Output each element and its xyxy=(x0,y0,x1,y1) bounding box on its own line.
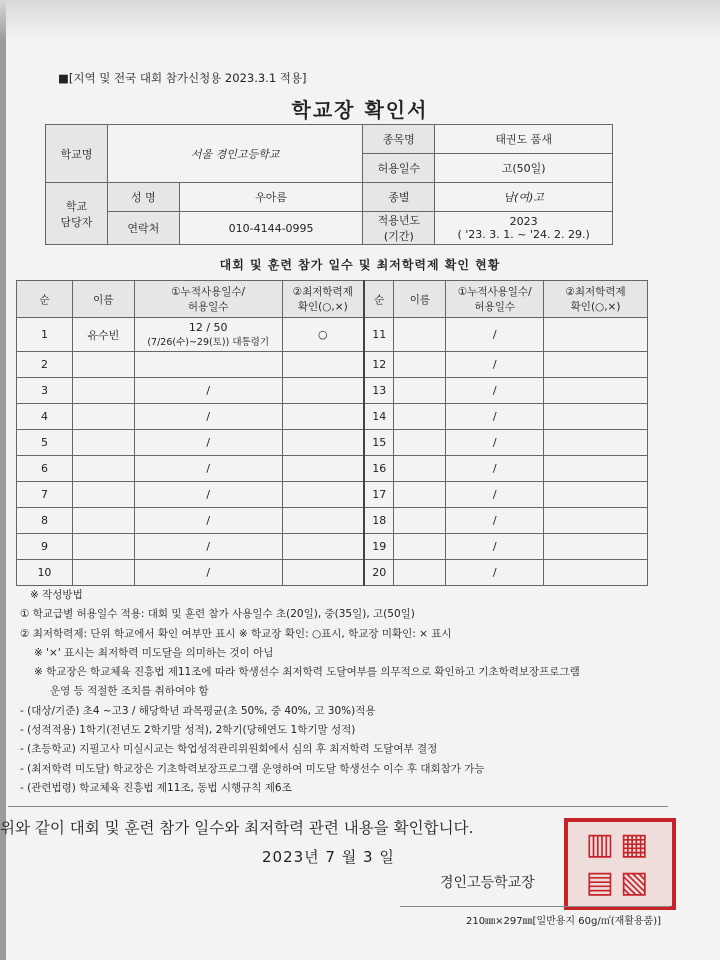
col-days-right-l2: 허용일수 xyxy=(474,301,515,313)
row-days: / xyxy=(134,534,282,560)
school-name: 서울 경인고등학교 xyxy=(107,125,363,183)
row-num-right: 18 xyxy=(364,508,394,534)
row-check-right xyxy=(544,430,648,456)
row-check xyxy=(282,560,364,586)
event-label: 종목명 xyxy=(363,125,435,154)
staff-label xyxy=(46,183,108,245)
col-days-right-l1: ①누적사용일수/ xyxy=(457,286,532,298)
row-check xyxy=(282,430,364,456)
row-num: 9 xyxy=(17,534,73,560)
row-name xyxy=(72,456,134,482)
row-days-right: / xyxy=(446,318,544,352)
table-row xyxy=(17,534,648,560)
divider-footer xyxy=(400,906,670,907)
confirm-date: 2023년 7 월 3 일 xyxy=(262,848,395,866)
row-name xyxy=(72,508,134,534)
note-line: - (대상/기준) 초4 ~고3 / 해당학년 과목평균(초 50%, 중 40%, 고 30%)적용 xyxy=(20,704,376,717)
note-heading: ※ 작성방법 xyxy=(30,589,83,601)
row-days-right: / xyxy=(446,404,544,430)
row-name-right xyxy=(394,318,446,352)
row-check-right xyxy=(544,456,648,482)
row-name-right xyxy=(394,508,446,534)
row-name: 유수빈 xyxy=(72,318,134,352)
table-row xyxy=(17,404,648,430)
table-row xyxy=(17,560,648,586)
row-name xyxy=(72,352,134,378)
section-title: 대회 및 훈련 참가 일수 및 최저학력제 확인 현황 xyxy=(219,258,501,272)
row-name-right xyxy=(394,352,446,378)
table-row xyxy=(17,378,648,404)
row-num-right: 16 xyxy=(364,456,394,482)
gender-label: 종별 xyxy=(363,183,435,212)
row-name xyxy=(72,430,134,456)
row-days xyxy=(134,352,282,378)
row-check xyxy=(282,352,364,378)
note-line: - (최저학력 미도달) 학교장은 기초학력보장프로그램 운영하여 미도달 학생선수 이수 후 대회참가 가능 xyxy=(20,762,485,775)
col-min-left-l1: ②최저학력제 xyxy=(292,286,353,298)
year-value: 2023 xyxy=(509,215,538,228)
staff-label-line2: 담당자 xyxy=(60,215,93,229)
name-value: 우아름 xyxy=(179,183,363,212)
row-num-right: 15 xyxy=(364,430,394,456)
days-value: 고(50일) xyxy=(435,154,613,183)
row-name xyxy=(72,560,134,586)
note-line: ② 최저학력제: 단위 학교에서 확인 여부만 표시 ※ 학교장 확인: ○표시, 학교장 미확인: × 표시 xyxy=(20,627,452,640)
col-num-right: 순 xyxy=(364,281,394,318)
row-days: / xyxy=(134,378,282,404)
contact-value: 010-4144-0995 xyxy=(179,212,363,245)
row-check-right xyxy=(544,482,648,508)
paper-spec: 210㎜×297㎜[일반용지 60g/㎡(재활용품)] xyxy=(466,916,662,927)
row-days-right: / xyxy=(446,508,544,534)
note-line: ① 학교급별 허용일수 적용: 대회 및 훈련 참가 사용일수 초(20일), 중(35일), 고(50일) xyxy=(20,608,415,621)
participation-table xyxy=(16,280,648,586)
row-name-right xyxy=(394,430,446,456)
row-days-note: (7/26(수)~29(토)) 대통령기 xyxy=(147,337,270,348)
row-days: / xyxy=(134,482,282,508)
row-check-right xyxy=(544,352,648,378)
seal-row-1: ▥▦ xyxy=(585,827,655,862)
row-days-value: 12 / 50 xyxy=(188,321,228,334)
row-days-right: / xyxy=(446,482,544,508)
row-check-right xyxy=(544,404,648,430)
col-name-right: 이름 xyxy=(394,281,446,318)
note-line: ※ '×' 표시는 최저학력 미도달을 의미하는 것이 아님 xyxy=(34,646,274,659)
row-name xyxy=(72,404,134,430)
col-days-left xyxy=(134,281,282,318)
row-num: 7 xyxy=(17,482,73,508)
row-name xyxy=(72,482,134,508)
row-num: 5 xyxy=(17,430,73,456)
row-num-right: 13 xyxy=(364,378,394,404)
confirm-statement: 위와 같이 대회 및 훈련 참가 일수와 최저학력 관련 내용을 확인합니다. xyxy=(0,819,474,837)
row-num-right: 19 xyxy=(364,534,394,560)
gender-value: 남(여)고 xyxy=(435,183,613,212)
event-value: 태권도 품새 xyxy=(435,125,613,154)
row-num: 8 xyxy=(17,508,73,534)
note-line: - (초등학교) 지필고사 미실시교는 학업성적관리위원회에서 심의 후 최저학력 도달여부 결정 xyxy=(20,743,438,756)
row-days-right: / xyxy=(446,352,544,378)
row-check xyxy=(282,456,364,482)
row-check xyxy=(282,534,364,560)
row-days xyxy=(134,318,282,352)
row-days: / xyxy=(134,560,282,586)
row-name xyxy=(72,378,134,404)
row-name-right xyxy=(394,560,446,586)
row-num: 3 xyxy=(17,378,73,404)
col-num-left: 순 xyxy=(17,281,73,318)
row-num: 10 xyxy=(17,560,73,586)
divider xyxy=(8,806,668,807)
row-days-right: / xyxy=(446,560,544,586)
col-min-right xyxy=(544,281,648,318)
school-seal xyxy=(564,818,676,910)
note-line: 운영 등 적절한 조치를 취하여야 함 xyxy=(50,685,209,698)
row-days: / xyxy=(134,508,282,534)
page-shadow xyxy=(0,0,720,40)
note-line: - (성적적용) 1학기(전년도 2학기말 성적), 2학기(당해연도 1학기말 성적) xyxy=(20,724,356,737)
year-cell xyxy=(435,212,613,245)
row-check xyxy=(282,378,364,404)
staff-label-line1: 학교 xyxy=(65,199,88,213)
instructions xyxy=(20,586,700,798)
row-num-right: 14 xyxy=(364,404,394,430)
days-label: 허용일수 xyxy=(363,154,435,183)
name-label: 성 명 xyxy=(107,183,179,212)
table-row xyxy=(17,352,648,378)
table-row xyxy=(17,482,648,508)
row-check-right xyxy=(544,534,648,560)
row-num: 4 xyxy=(17,404,73,430)
contact-label: 연락처 xyxy=(107,212,179,245)
row-num: 1 xyxy=(17,318,73,352)
table-row xyxy=(17,508,648,534)
row-num: 2 xyxy=(17,352,73,378)
col-days-right xyxy=(446,281,544,318)
year-label xyxy=(363,212,435,245)
row-days-right: / xyxy=(446,456,544,482)
col-days-left-l1: ①누적사용일수/ xyxy=(171,286,246,298)
note-line: - (관련법령) 학교체육 진흥법 제11조, 동법 시행규칙 제6조 xyxy=(20,781,292,794)
row-check xyxy=(282,482,364,508)
row-check xyxy=(282,508,364,534)
row-num-right: 12 xyxy=(364,352,394,378)
row-num: 6 xyxy=(17,456,73,482)
school-label: 학교명 xyxy=(46,125,108,183)
row-num-right: 17 xyxy=(364,482,394,508)
note-line: ※ 학교장은 학교체육 진흥법 제11조에 따라 학생선수 최저학력 도달여부를 의무적으로 확인하고 기초학력보장프로그램 xyxy=(34,666,580,679)
row-name xyxy=(72,534,134,560)
school-info-table xyxy=(45,124,613,245)
row-name-right xyxy=(394,534,446,560)
year-period: ( '23. 3. 1. ~ '24. 2. 29.) xyxy=(457,228,590,241)
row-check-right xyxy=(544,378,648,404)
row-days: / xyxy=(134,430,282,456)
row-days: / xyxy=(134,456,282,482)
row-name-right xyxy=(394,404,446,430)
row-check xyxy=(282,404,364,430)
col-name-left: 이름 xyxy=(72,281,134,318)
row-days: / xyxy=(134,404,282,430)
col-min-right-l2: 확인(○,×) xyxy=(570,301,621,313)
seal-row-2: ▤▧ xyxy=(585,865,655,900)
table-row xyxy=(17,318,648,352)
table-row xyxy=(17,456,648,482)
row-check-right xyxy=(544,508,648,534)
table-row xyxy=(17,430,648,456)
row-days-right: / xyxy=(446,378,544,404)
principal-signature: 경인고등학교장 xyxy=(440,875,535,891)
form-header: ■[지역 및 전국 대회 참가신청용 2023.3.1 적용] xyxy=(58,71,307,85)
col-min-left-l2: 확인(○,×) xyxy=(297,301,348,313)
row-name-right xyxy=(394,378,446,404)
row-check: ○ xyxy=(282,318,364,352)
row-num-right: 11 xyxy=(364,318,394,352)
row-days-right: / xyxy=(446,430,544,456)
year-label-line1: 적용년도 xyxy=(377,214,421,227)
col-min-right-l1: ②최저학력제 xyxy=(565,286,626,298)
col-days-left-l2: 허용일수 xyxy=(187,301,229,313)
row-name-right xyxy=(394,456,446,482)
col-min-left xyxy=(282,281,364,318)
row-name-right xyxy=(394,482,446,508)
row-check-right xyxy=(544,560,648,586)
year-label-line2: (기간) xyxy=(383,230,414,243)
row-days-right: / xyxy=(446,534,544,560)
row-check-right xyxy=(544,318,648,352)
document-title: 학교장 확인서 xyxy=(291,98,429,122)
row-num-right: 20 xyxy=(364,560,394,586)
